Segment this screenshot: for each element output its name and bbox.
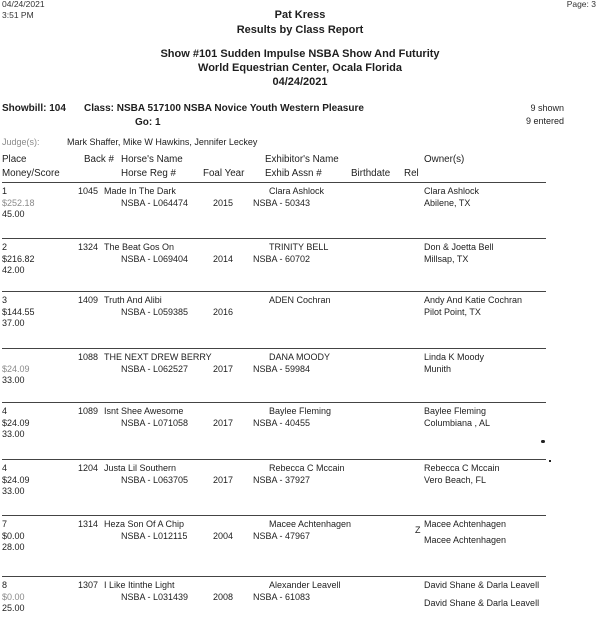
row-score: 45.00: [2, 209, 25, 219]
row-foal-year: 2016: [213, 307, 234, 317]
scan-speck: [549, 460, 551, 462]
row-owner-line2: Millsap, TX: [424, 254, 469, 264]
row-score: 33.00: [2, 486, 25, 496]
row-score: 42.00: [2, 265, 25, 275]
row-owner-line1: Macee Achtenhagen: [424, 519, 507, 529]
row-exhibitor-name: Clara Ashlock: [269, 186, 325, 196]
row-back-number: 1324: [78, 242, 99, 252]
row-exhib-assn: NSBA - 59984: [253, 364, 311, 374]
row-exhib-assn: NSBA - 60702: [253, 254, 311, 264]
row-exhibitor-name: Baylee Fleming: [269, 406, 332, 416]
row-horse-name: Heza Son Of A Chip: [104, 519, 185, 529]
row-back-number: 1088: [78, 352, 99, 362]
row-place: 3: [2, 295, 8, 305]
row-back-number: 1314: [78, 519, 99, 529]
scan-speck: [541, 440, 545, 443]
row-place: 4: [2, 463, 8, 473]
row-owner-line2: Columbiana , AL: [424, 418, 491, 428]
row-exhibitor-name: Macee Achtenhagen: [269, 519, 352, 529]
row-foal-year: 2017: [213, 418, 234, 428]
row-score: 37.00: [2, 318, 25, 328]
row-foal-year: 2008: [213, 592, 234, 602]
row-exhibitor-name: ADEN Cochran: [269, 295, 331, 305]
row-horse-reg: NSBA - L031439: [121, 592, 189, 602]
row-owner-line1: Baylee Fleming: [424, 406, 487, 416]
row-owner-line1: Andy And Katie Cochran: [424, 295, 523, 305]
table-row: [0, 292, 600, 350]
row-horse-name: Justa Lil Southern: [104, 463, 177, 473]
table-row: [0, 349, 600, 407]
row-money: $24.09: [2, 364, 30, 374]
row-place: 8: [2, 580, 8, 590]
row-foal-year: 2014: [213, 254, 234, 264]
row-place: 2: [2, 242, 8, 252]
row-owner-line2: Vero Beach, FL: [424, 475, 487, 485]
show-date: 04/24/2021: [272, 76, 328, 88]
row-score: 33.00: [2, 375, 25, 385]
row-place: 7: [2, 519, 8, 529]
row-foal-year: 2017: [213, 364, 234, 374]
row-money: $252.18: [2, 198, 35, 208]
row-owner-line2: Munith: [424, 364, 452, 374]
row-score: 33.00: [2, 429, 25, 439]
row-exhibitor-name: DANA MOODY: [269, 352, 331, 362]
col-foal-year: Foal Year: [203, 168, 245, 179]
row-owner-line1: Rebecca C Mccain: [424, 463, 500, 473]
row-horse-name: I Like Itinthe Light: [104, 580, 175, 590]
judges-label: Judge(s):: [2, 137, 40, 147]
row-horse-name: Made In The Dark: [104, 186, 176, 196]
row-score: 28.00: [2, 542, 25, 552]
row-back-number: 1204: [78, 463, 99, 473]
col-back: Back #: [84, 154, 114, 165]
row-owner-line2: Pilot Point, TX: [424, 307, 481, 317]
col-exhib-assn: Exhib Assn #: [265, 168, 322, 179]
row-exhibitor-name: TRINITY BELL: [269, 242, 329, 252]
row-horse-name: Truth And Alibi: [104, 295, 162, 305]
row-horse-reg: NSBA - L069404: [121, 254, 189, 264]
row-exhibitor-name: Alexander Leavell: [269, 580, 341, 590]
row-money: $144.55: [2, 307, 35, 317]
col-birthdate: Birthdate: [351, 168, 391, 179]
row-money: $24.09: [2, 475, 30, 485]
row-exhib-assn: NSBA - 37927: [253, 475, 311, 485]
row-back-number: 1089: [78, 406, 99, 416]
row-horse-name: Isnt Shee Awesome: [104, 406, 184, 416]
row-horse-name: THE NEXT DREW BERRY: [104, 352, 212, 362]
row-rel: Z: [415, 525, 421, 535]
table-row: [0, 239, 600, 297]
col-money-score: Money/Score: [2, 168, 60, 179]
row-owner-line1: Clara Ashlock: [424, 186, 480, 196]
row-foal-year: 2004: [213, 531, 234, 541]
row-money: $0.00: [2, 531, 25, 541]
venue: World Equestrian Center, Ocala Florida: [198, 62, 402, 74]
showbill: Showbill: 104: [2, 103, 66, 114]
col-owners: Owner(s): [424, 154, 465, 165]
row-horse-reg: NSBA - L059385: [121, 307, 189, 317]
table-row: [0, 403, 600, 461]
row-owner-line1: Don & Joetta Bell: [424, 242, 494, 252]
row-exhib-assn: NSBA - 40455: [253, 418, 311, 428]
row-place: 1: [2, 186, 8, 196]
row-owner-line1: Linda K Moody: [424, 352, 485, 362]
page-number: Page: 3: [566, 0, 596, 9]
row-exhibitor-name: Rebecca C Mccain: [269, 463, 345, 473]
print-date: 04/24/2021: [2, 0, 45, 9]
class-name: Class: NSBA 517100 NSBA Novice Youth Western Pleasure: [84, 103, 364, 114]
shown-count: 9 shown: [530, 103, 564, 113]
person-name: Pat Kress: [274, 9, 326, 21]
row-horse-reg: NSBA - L063705: [121, 475, 189, 485]
row-horse-name: The Beat Gos On: [104, 242, 175, 252]
col-horse-reg: Horse Reg #: [121, 168, 176, 179]
row-horse-reg: NSBA - L071058: [121, 418, 189, 428]
row-foal-year: 2017: [213, 475, 234, 485]
table-row: [0, 516, 600, 574]
row-money: $0.00: [2, 592, 25, 602]
print-time: 3:51 PM: [2, 10, 34, 20]
row-exhib-assn: NSBA - 47967: [253, 531, 311, 541]
col-exhibitor-name: Exhibitor's Name: [265, 154, 339, 165]
row-back-number: 1409: [78, 295, 99, 305]
row-back-number: 1307: [78, 580, 99, 590]
row-money: $216.82: [2, 254, 35, 264]
row-place: 4: [2, 406, 8, 416]
report-title: Results by Class Report: [236, 24, 364, 36]
row-owner-line2: Abilene, TX: [424, 198, 471, 208]
row-back-number: 1045: [78, 186, 99, 196]
row-owner-line2: Macee Achtenhagen: [424, 535, 507, 545]
row-horse-reg: NSBA - L064474: [121, 198, 189, 208]
table-row: [0, 460, 600, 518]
go-number: Go: 1: [135, 117, 161, 128]
row-horse-reg: NSBA - L062527: [121, 364, 189, 374]
row-owner-line1: David Shane & Darla Leavell: [424, 580, 540, 590]
row-score: 25.00: [2, 603, 25, 613]
col-rel: Rel: [404, 168, 419, 179]
entered-count: 9 entered: [525, 116, 564, 126]
row-foal-year: 2015: [213, 198, 234, 208]
show-title: Show #101 Sudden Impulse NSBA Show And Futurity: [160, 48, 440, 60]
row-owner-line2: David Shane & Darla Leavell: [424, 598, 540, 608]
row-exhib-assn: NSBA - 50343: [253, 198, 311, 208]
table-row: [0, 577, 600, 635]
row-exhib-assn: NSBA - 61083: [253, 592, 311, 602]
col-horse-name: Horse's Name: [121, 154, 183, 165]
judges-list: Mark Shaffer, Mike W Hawkins, Jennifer Leckey: [67, 137, 258, 147]
col-place: Place: [2, 154, 27, 165]
table-row: [0, 183, 600, 241]
row-horse-reg: NSBA - L012115: [121, 531, 188, 541]
row-money: $24.09: [2, 418, 30, 428]
